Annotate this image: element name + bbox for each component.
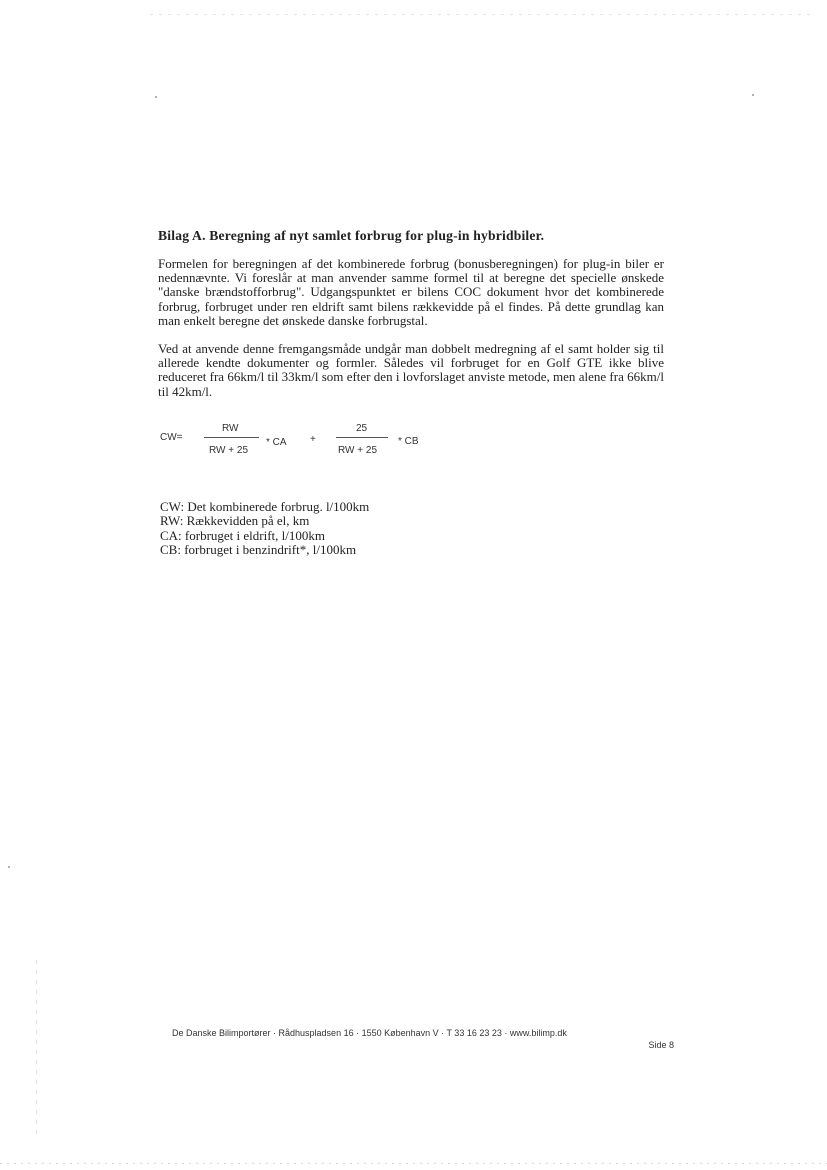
formula-plus: + [310,434,316,445]
paragraph-method: Ved at anvende denne fremgangsmåde undgår man dobbelt medregning af el samt holder sig til allerede kendte dokumenter og formler. Således vil forbruget for en Golf GTE ikke blive reduceret fra 66km/l til 33km/l som efter den i lovforslaget anviste metode, men alene fra 66km/l til 42km/l. [158,341,664,399]
definition-cw: CW: Det kombinerede forbrug. l/100km [160,499,370,514]
scan-speck [155,96,157,98]
definition-ca: CA: forbruget i eldrift, l/100km [160,527,326,543]
paragraph-formula-intro: Formelen for beregningen af det kombinerede forbrug (bonusberegningen) for plug-in biler er nedennævnte. Vi foreslår at man anvender samme formel til at beregne det specielle ønskede "danske brændstofforbrug". Udgangspunktet er bilens COC dokument hvor det kombinerede forbrug, forbruget under ren eldrift samt bilens rækkevidde på el findes. På dette grundlag kan man enkelt beregne det ønskede danske forbrugstal. [158,256,664,328]
formula-multiplier-1: * CA [266,437,287,448]
definition-rw: RW: Rækkevidden på el, km [160,513,310,529]
scan-artifact-bottom [0,1163,827,1164]
formula-multiplier-2: * CB [398,436,419,447]
scan-artifact-left [36,960,37,1140]
consumption-formula [160,420,460,460]
footer-contact: De Danske Bilimportører · Rådhuspladsen 16 · 1550 København V · T 33 16 23 23 · www.bilimp.dk [172,1028,567,1038]
scan-speck [8,866,10,868]
definition-cb: CB: forbruget i benzindrift*, l/100km [160,542,357,558]
fraction-bar-1 [204,437,259,438]
page-number: Side 8 [648,1040,674,1050]
formula-numerator-1: RW [222,423,239,434]
scan-artifact-top [150,14,810,15]
page-footer [172,1028,674,1050]
formula-numerator-2: 25 [356,423,368,434]
formula-lhs: CW= [160,432,183,443]
scan-speck [752,94,754,96]
formula-denominator-2: RW + 25 [338,445,377,456]
variable-definitions [160,500,369,558]
formula-denominator-1: RW + 25 [209,445,248,456]
fraction-bar-2 [336,437,388,438]
appendix-heading: Bilag A. Beregning af nyt samlet forbrug for plug-in hybridbiler. [158,228,545,243]
